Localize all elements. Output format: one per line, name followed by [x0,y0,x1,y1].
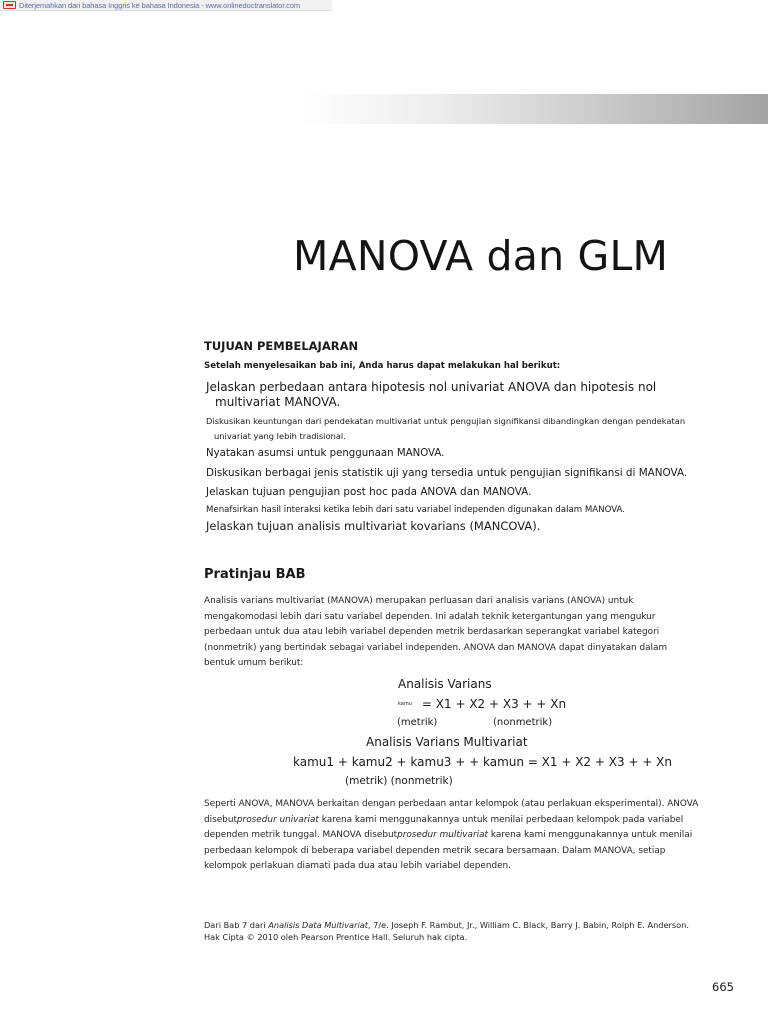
para-text: karena kami menggunakannya untuk menilai perbedaan kelompok pada variabel dependen metrik tunggal. MANOVA disebut [204,814,684,841]
objectives-heading: TUJUAN PEMBELAJARAN [204,339,359,353]
preview-paragraph: Analisis varians multivariat (MANOVA) merupakan perluasan dari analisis varians (ANOVA) untuk mengakomodasi lebih dari satu variabel dependen. Ini adalah teknik ketergantungan yang mengukur perbedaan untuk dua atau lebih variabel dependen metrik berdasarkan seperangkat variabel kategori (nonmetrik) yang bertindak sebagai variabel independen. ANOVA dan MANOVA dapat dinyatakan dalam bentuk umum berikut: [204,596,668,669]
objective-item: Diskusikan berbagai jenis statistik uji yang tersedia untuk pengujian signifikansi di MANOVA. [206,467,688,479]
anova-label-metric: (metrik) [397,717,438,728]
objective-item: Jelaskan tujuan pengujian post hoc pada ANOVA dan MANOVA. [206,486,532,498]
objective-item [206,414,706,444]
anova-independent: = X1 + X2 + X3 + + Xn [421,697,567,711]
document-icon [3,1,16,9]
objective-item [206,380,706,410]
objective-text: Jelaskan perbedaan antara hipotesis nol univariat ANOVA dan hipotesis nol [206,380,657,394]
para-italic: prosedur univariat [236,814,319,825]
objective-item: Nyatakan asumsi untuk penggunaan MANOVA. [206,448,445,459]
manova-labels: (metrik) (nonmetrik) [345,775,453,787]
anova-label-nonmetric: (nonmetrik) [493,717,553,728]
footnote-text: Dari Bab 7 dari [204,920,269,930]
objective-item: Menafsirkan hasil interaksi ketika lebih dari satu variabel independen digunakan dalam MANOVA. [206,505,625,515]
manova-title: Analisis Varians Multivariat [366,735,528,749]
objective-text: Diskusikan keuntungan dari pendekatan multivariat untuk pengujian signifikansi dibandingkan dengan pendekatan [206,416,686,426]
banner-text[interactable]: Diterjemahkan dari bahasa Inggris ke bahasa Indonesia - www.onlinedoctranslator.com [19,0,301,10]
chapter-header-bar [300,94,768,124]
objective-text-cont: univariat yang lebih tradisional. [214,431,346,441]
objective-item: Jelaskan tujuan analisis multivariat kovarians (MANCOVA). [206,519,541,533]
source-footnote [204,919,704,943]
objectives-list [206,380,706,534]
translator-banner[interactable] [0,0,332,11]
objective-text-cont: multivariat MANOVA. [215,395,341,409]
footnote-book-title: Analisis Data Multivariat [268,920,368,930]
anova-equation [398,697,566,711]
anova-title: Analisis Varians [398,677,492,691]
para-text: karena kami menggunakannya untuk menilai perbedaan kelompok di beberapa variabel dependen metrik secara bersamaan. Dalam MANOVA, setiap kelompok perlakuan diamati pada dua atau lebih variabel dependen. [204,830,693,872]
objectives-intro: Setelah menyelesaikan bab ini, Anda harus dapat melakukan hal berikut: [204,361,561,371]
page-number: 665 [712,980,734,994]
manova-equation: kamu1 + kamu2 + kamu3 + + kamun = X1 + X2 + X3 + + Xn [293,755,672,769]
comparison-paragraph [204,797,699,875]
anova-dependent: kamu [398,701,412,707]
preview-heading: Pratinjau BAB [204,567,306,582]
para-text: Seperti ANOVA, MANOVA berkaitan dengan perbedaan antar kelompok (atau perlakuan eksperimental). ANOVA disebut [204,799,699,825]
para-italic: prosedur multivariat [397,830,489,841]
chapter-title: MANOVA dan GLM [293,232,669,280]
footnote-text: , 7/e. Joseph F. Rambut, Jr., William C. Black, Barry J. Babin, Rolph E. Anderson. Hak Cipta © 2010 oleh Pearson Prentice Hall. Seluruh hak cipta. [204,920,689,942]
